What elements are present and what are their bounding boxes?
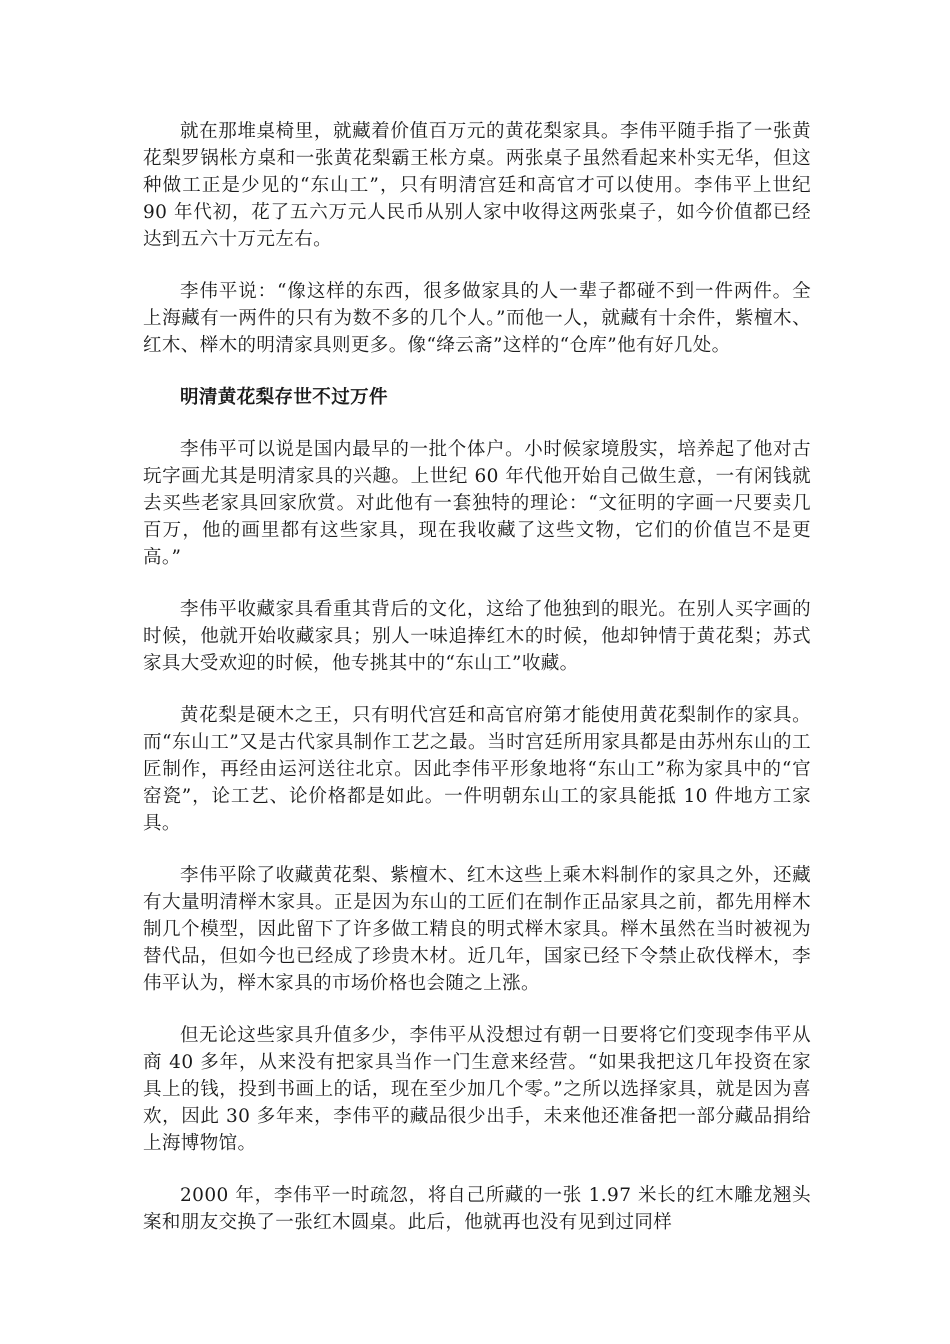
section-heading: 明清黄花梨存世不过万件 <box>180 387 388 408</box>
article-paragraph-1: 就在那堆桌椅里，就藏着价值百万元的黄花梨家具。李伟平随手指了一张黄花梨罗锅枨方桌和一张黄花梨霸王枨方桌。两张桌子虽然看起来朴实无华，但这种做工正是少见的“东山工”，只有明清宫廷和高官才可以使用。李伟平上世纪 90 年代初，花了五六万元人民币从别人家中收得这两张桌子，如今价值都已经达到五六十万元左右。 <box>143 121 811 250</box>
article-paragraph-4: 李伟平收藏家具看重其背后的文化，这给了他独到的眼光。在别人买字画的时候，他就开始收藏家具；别人一味追捧红木的时候，他却钟情于黄花梨；苏式家具大受欢迎的时候，他专挑其中的“东山工”收藏。 <box>143 599 811 674</box>
article-paragraph-7: 但无论这些家具升值多少，李伟平从没想过有朝一日要将它们变现李伟平从商 40 多年，从来没有把家具当作一门生意来经营。“如果我把这几年投资在家具上的钱，投到书画上的话，现在至少加几个零。”之所以选择家具，就是因为喜欢，因此 30 多年来，李伟平的藏品很少出手，未来他还准备把一部分藏品捐给上海博物馆。 <box>143 1025 811 1154</box>
article-paragraph-6: 李伟平除了收藏黄花梨、紫檀木、红木这些上乘木料制作的家具之外，还藏有大量明清榉木家具。正是因为东山的工匠们在制作正品家具之前，都先用榉木制几个模型，因此留下了许多做工精良的明式榉木家具。榉木虽然在当时被视为替代品，但如今也已经成了珍贵木材。近几年，国家已经下令禁止砍伐榉木，李伟平认为，榉木家具的市场价格也会随之上涨。 <box>143 865 811 994</box>
article-paragraph-5: 黄花梨是硬木之王，只有明代宫廷和高官府第才能使用黄花梨制作的家具。而“东山工”又是古代家具制作工艺之最。当时宫廷所用家具都是由苏州东山的工匠制作，再经由运河送往北京。因此李伟平形象地将“东山工”称为家具中的“官窑瓷”，论工艺、论价格都是如此。一件明朝东山工的家具能抵 10 件地方工家具。 <box>143 705 811 834</box>
article-paragraph-8: 2000 年，李伟平一时疏忽，将自己所藏的一张 1.97 米长的红木雕龙翘头案和朋友交换了一张红木圆桌。此后，他就再也没有见到过同样 <box>143 1185 811 1233</box>
article-paragraph-2: 李伟平说：“像这样的东西，很多做家具的人一辈子都碰不到一件两件。全上海藏有一两件的只有为数不多的几个人。”而他一人，就藏有十余件，紫檀木、红木、榉木的明清家具则更多。像“绛云斋”这样的“仓库”他有好几处。 <box>143 281 811 356</box>
article-body <box>143 118 811 1261</box>
article-paragraph-3: 李伟平可以说是国内最早的一批个体户。小时候家境殷实，培养起了他对古玩字画尤其是明清家具的兴趣。上世纪 60 年代他开始自己做生意，一有闲钱就去买些老家具回家欣赏。对此他有一套独特的理论：“文征明的字画一尺要卖几百万，他的画里都有这些家具，现在我收藏了这些文物，它们的价值岂不是更高。” <box>143 439 811 568</box>
